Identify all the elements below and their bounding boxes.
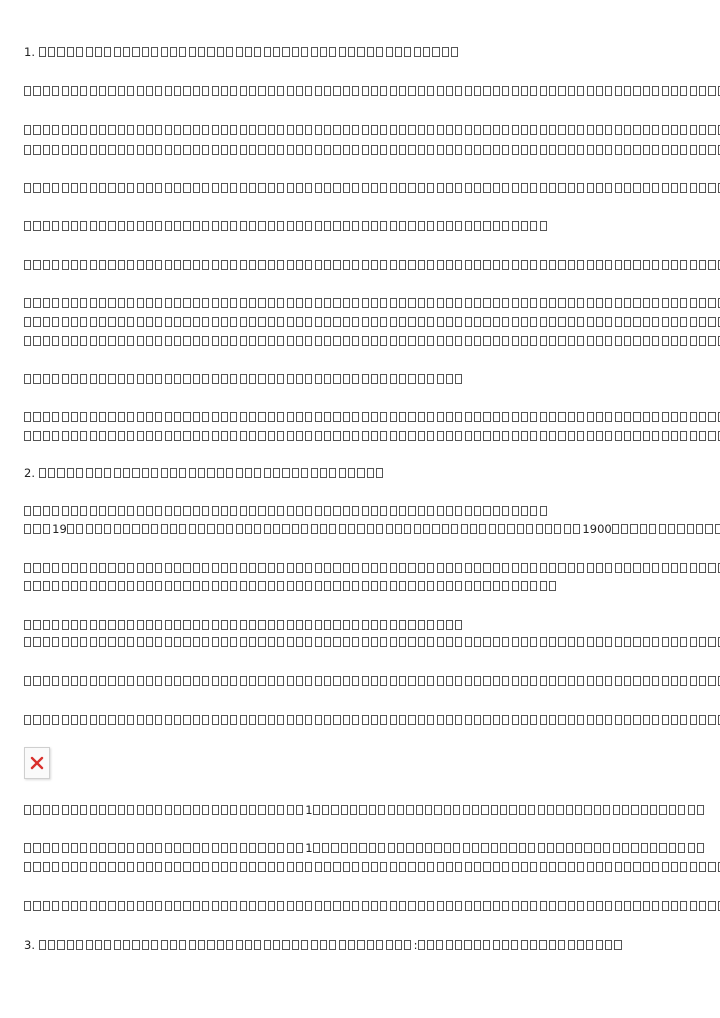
broken-image-icon xyxy=(24,747,50,779)
text-line: 19 1900 xyxy=(24,521,720,537)
text-line: 1 xyxy=(24,840,706,856)
text-line xyxy=(24,295,720,311)
text-line xyxy=(24,333,720,349)
text-line xyxy=(24,898,720,914)
text-line xyxy=(24,634,720,650)
section-1-heading: 1. xyxy=(24,44,461,60)
section-3-heading: 3. : xyxy=(24,937,624,953)
text-line xyxy=(24,218,549,234)
text-line xyxy=(24,83,720,99)
text-line xyxy=(24,409,720,425)
text-line xyxy=(24,428,720,444)
text-line xyxy=(24,560,720,576)
section-2-heading: 2. xyxy=(24,465,386,481)
text-line xyxy=(24,122,720,138)
text-line xyxy=(24,712,720,728)
text-line xyxy=(24,142,720,158)
text-line xyxy=(24,371,465,387)
text-line xyxy=(24,578,558,594)
text-line: 1 xyxy=(24,802,706,818)
text-line xyxy=(24,180,720,196)
text-line xyxy=(24,617,465,633)
text-line xyxy=(24,257,720,273)
text-line xyxy=(24,314,720,330)
text-line xyxy=(24,859,720,875)
text-line xyxy=(24,503,549,519)
text-line xyxy=(24,673,720,689)
